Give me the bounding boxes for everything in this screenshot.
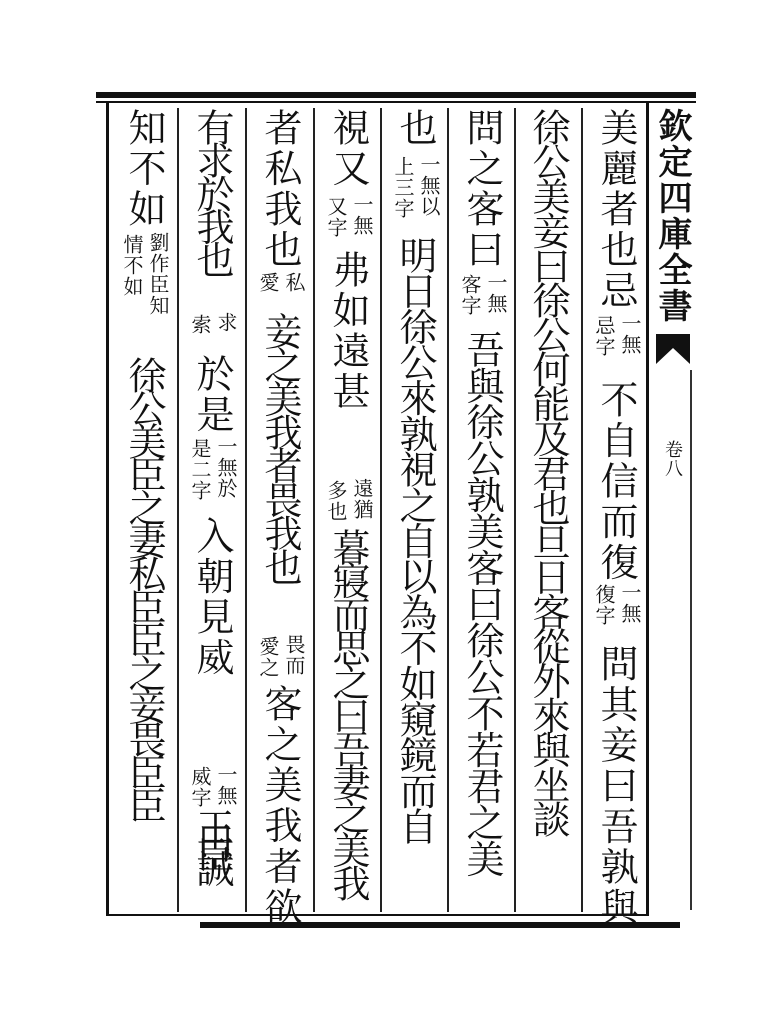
main-text: 暮寢而思之曰吾妻之美我 — [326, 528, 370, 898]
annotation-right: 劉作臣知 — [146, 232, 170, 316]
annotation-left: 多也 — [324, 480, 348, 522]
text-column-8 — [114, 106, 180, 912]
text-column-7 — [182, 106, 248, 912]
text-column-5 — [318, 106, 384, 912]
main-text: 知不如 — [122, 108, 166, 230]
main-text: 視又 — [326, 108, 370, 190]
frame-top-border — [96, 92, 696, 98]
annotation-left: 是二字 — [188, 438, 212, 501]
text-column-6 — [250, 106, 316, 928]
annotation-left: 索 — [188, 314, 212, 335]
main-text: 吾與徐公孰美客曰徐公不若君之美 — [460, 330, 504, 877]
annotation-right: 一無 — [484, 272, 508, 314]
main-text: 於是 — [190, 354, 234, 436]
annotation-left: 愛之 — [256, 636, 280, 678]
main-text: 入朝見威 — [190, 516, 234, 679]
main-text: 者私我也 — [258, 108, 302, 271]
main-text: 問之客曰 — [460, 108, 504, 271]
frame-top-inner-border — [96, 101, 696, 103]
main-text: 弗如遠甚 — [326, 250, 370, 413]
annotation-right: 私 — [282, 272, 306, 293]
main-text: 明日徐公來孰視之自以為不如窺鏡而自 — [393, 236, 437, 843]
main-text: 客之美我者欲 — [258, 684, 302, 928]
fishtail-icon — [656, 334, 690, 364]
main-text: 王曰臣誠 — [190, 808, 234, 864]
text-column-2 — [518, 106, 584, 912]
annotation-right: 一無 — [618, 313, 642, 355]
annotation-right: 一無 — [350, 194, 374, 236]
side-margin — [652, 108, 692, 908]
annotation-right: 求 — [214, 312, 238, 333]
text-column-4 — [385, 106, 451, 912]
main-text: 問其妾曰吾孰與 — [594, 644, 638, 929]
side-margin-rule — [690, 370, 692, 910]
annotation-left: 威字 — [188, 766, 212, 808]
annotation-left: 忌字 — [592, 315, 616, 357]
annotation-left: 上三字 — [391, 156, 415, 219]
main-text: 徐公美妾曰徐公何能及君也旦日客從外來與坐談 — [526, 108, 570, 835]
text-column-3 — [452, 106, 518, 912]
main-text: 徐公美臣之妻私臣臣之妾畏臣臣 — [122, 356, 166, 820]
annotation-left: 復字 — [592, 584, 616, 626]
main-text: 美麗者也忌 — [594, 108, 638, 311]
annotation-left: 又字 — [324, 196, 348, 238]
main-text: 也 — [393, 108, 437, 149]
annotation-left: 客字 — [458, 274, 482, 316]
annotation-right: 一無 — [618, 582, 642, 624]
main-text: 有求於我也 — [190, 108, 234, 275]
main-text: 不自信而復 — [594, 380, 638, 583]
frame-bottom-inner-border — [108, 914, 648, 916]
main-text: 妾之美我者畏我也 — [258, 312, 302, 582]
annotation-right: 一無 — [214, 764, 238, 806]
annotation-left: 愛 — [256, 272, 280, 293]
volume-label: 卷八 — [662, 440, 683, 478]
book-title: 欽定四庫全書 — [652, 108, 692, 324]
annotation-right: 畏而 — [282, 634, 306, 676]
annotation-right: 遠猶 — [350, 478, 374, 520]
frame-left-border — [106, 103, 109, 916]
text-column-1 — [586, 106, 652, 929]
annotation-right: 一無以 — [417, 154, 441, 217]
annotation-right: 一無於 — [214, 436, 238, 499]
annotation-left: 情不如 — [120, 234, 144, 297]
